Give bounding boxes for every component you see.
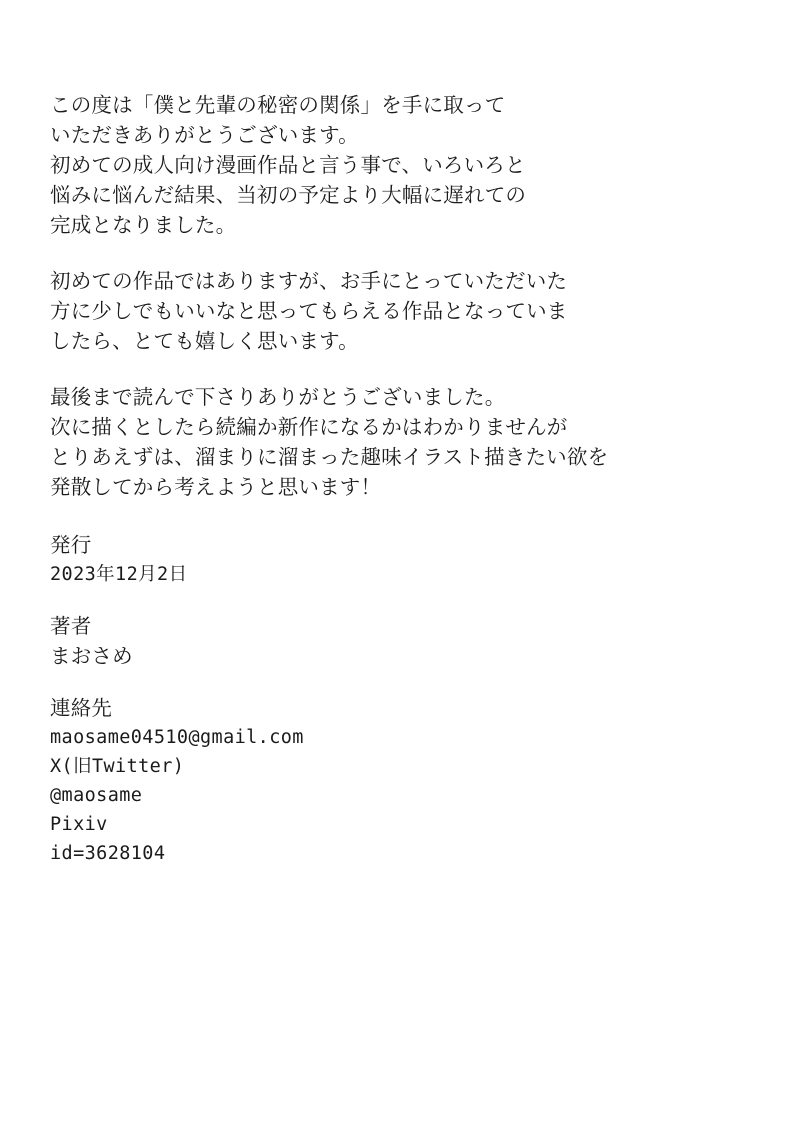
- afterword-line: 悩みに悩んだ結果、当初の予定より大幅に遅れての: [50, 183, 527, 207]
- afterword-line: とりあえずは、溜まりに溜まった趣味イラスト描きたい欲を: [50, 445, 609, 469]
- afterword-line: 初めての成人向け漫画作品と言う事で、いろいろと: [50, 153, 526, 177]
- afterword-line: 初めての作品ではありますが、お手にとっていただいた: [50, 269, 568, 293]
- contact-pixiv-id: id=3628104: [50, 843, 166, 864]
- contact-block: [50, 693, 750, 868]
- contact-email: maosame04510@gmail.com: [50, 727, 304, 748]
- afterword-line: 最後まで読んで下さりありがとうございました。: [50, 385, 506, 409]
- publication-block: [50, 530, 750, 589]
- afterword-line: 方に少しでもいいなと思ってもらえる作品となっていま: [50, 299, 568, 323]
- afterword-line: この度は「僕と先輩の秘密の関係」を手に取って: [50, 93, 506, 117]
- afterword-paragraph-1: [50, 90, 750, 240]
- afterword-line: 完成となりました。: [50, 213, 237, 237]
- publication-label: 発行: [50, 533, 92, 557]
- author-block: [50, 611, 750, 671]
- contact-x-handle: @maosame: [50, 785, 143, 806]
- colophon: [50, 530, 750, 868]
- contact-label: 連絡先: [50, 696, 113, 720]
- afterword-line: したら、とても嬉しく思います。: [50, 329, 359, 353]
- author-name: まおさめ: [50, 644, 133, 668]
- publication-date: 2023年12月2日: [50, 564, 188, 585]
- afterword-line: 次に描くとしたら続編か新作になるかはわかりませんが: [50, 415, 568, 439]
- afterword-line: いただきありがとうございます。: [50, 123, 359, 147]
- contact-x-label: X(旧Twitter): [50, 756, 185, 777]
- author-label: 著者: [50, 614, 92, 638]
- afterword-paragraph-2: [50, 266, 750, 356]
- afterword-paragraph-3: [50, 382, 750, 502]
- page-content: [50, 90, 750, 890]
- contact-pixiv-label: Pixiv: [50, 814, 108, 835]
- afterword-line: 発散してから考えようと思います！: [50, 475, 382, 499]
